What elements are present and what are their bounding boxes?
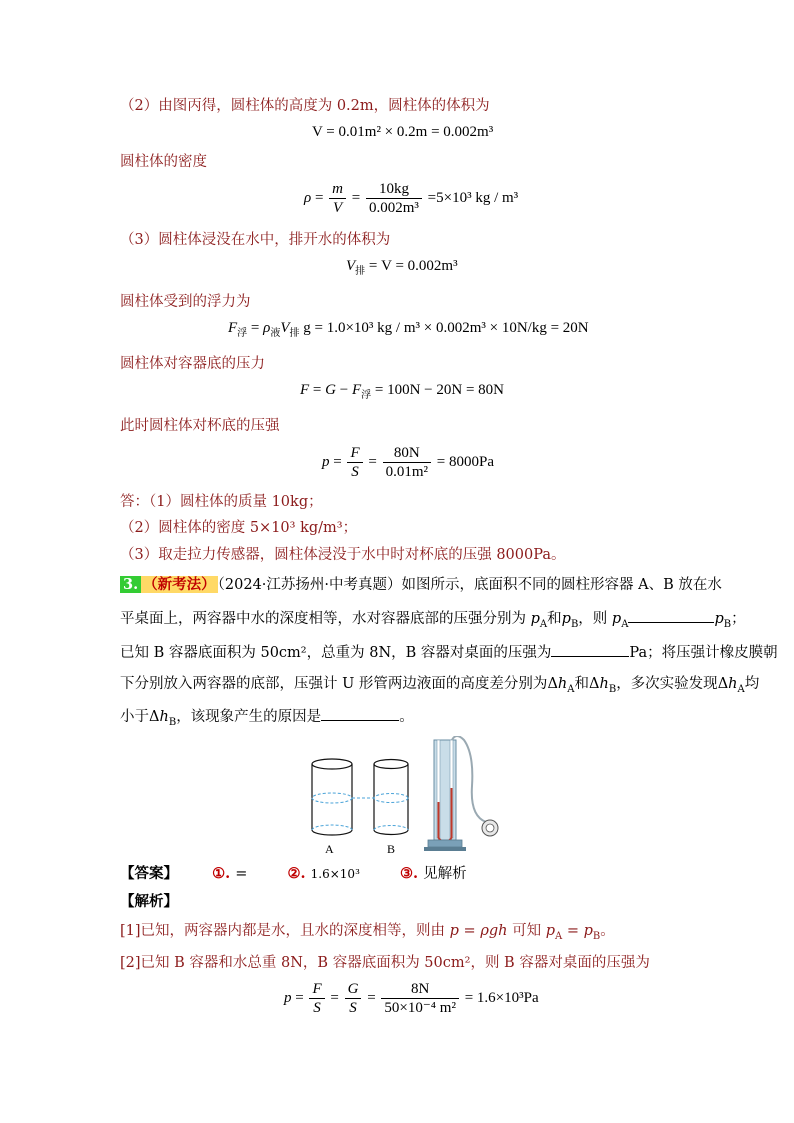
af-den1: S (313, 1000, 321, 1016)
part3-intro: （3）圆柱体浸没在水中，排开水的体积为 (120, 232, 391, 248)
q3-l4-b: 和 (574, 676, 589, 692)
blank-2[interactable] (551, 642, 629, 657)
answer-item-1-val: = (235, 866, 248, 882)
answer-line-3: （3）取走拉力传感器，圆柱体浸没于水中时对杯底的压强 8000Pa。 (120, 547, 566, 563)
container-b (374, 760, 408, 835)
volume-formula: V = 0.01m² × 0.2m = 0.002m³ (312, 124, 494, 140)
container-a (312, 759, 352, 835)
answer-label: 【答案】 (120, 865, 178, 882)
answer-item-3-num: ③. (400, 865, 419, 882)
question3-line3 (120, 642, 778, 663)
analysis-formula: p = $\frac{F}{S}$ = $\frac{G}{S}$ = $\frac{8N}{\text{50×10⁻⁴ m²}}$ = 1.6×10³Pa (284, 981, 539, 1016)
press-rhs: = 100N − 20N = 80N (374, 382, 505, 398)
analysis-1a: [1]已知，两容器内都是水，且水的深度相等，则由 (120, 923, 446, 939)
af-result: = 1.6×10³Pa (464, 989, 539, 1006)
blank-1[interactable] (628, 608, 714, 623)
analysis-label: 【解析】 (120, 893, 178, 910)
buoy-formula: $F_浮 = \rho_液V_排$ g = 1.0×10³ kg / m³ × 0.002m³ × 10N/kg = 20N (228, 320, 589, 339)
question3-line5: 小于$\Delta h_B$，该现象产生的原因是 。 (120, 706, 414, 733)
analysis-line-2: [2]已知 B 容器和水总重 8N，B 容器底面积为 50cm²，则 B 容器对桌面的压强为 (120, 955, 650, 971)
question3-line4: 下分别放入两容器的底部，压强计 U 形管两边液面的高度差分别为$\Delta h_A$和$\Delta h_B$，多次实验发现$\Delta h_A$均 (120, 676, 760, 695)
analysis-line-1: [1]已知，两容器内都是水，且水的深度相等，则由 p = ρgh 可知 $p_A = p_B$。 (120, 923, 615, 942)
answer-item-2-val: 1.6×10³ (310, 867, 360, 881)
density-denominator: 0.002m³ (368, 200, 419, 216)
q3-l3-b: Pa；将压强计橡皮膜朝 (629, 645, 778, 661)
answer-line-2: （2）圆柱体的密度 5×10³ kg/m³； (120, 520, 358, 536)
blank-3[interactable] (321, 706, 399, 721)
press-label: 圆柱体对容器底的压力 (120, 356, 265, 372)
af-den3: 50×10⁻⁴ m² (384, 1000, 456, 1016)
q3-l3-a: 已知 B 容器底面积为 50cm²，总重为 8N，B 容器对桌面的压强为 (120, 645, 552, 661)
q3-l5-b: ，该现象产生的原因是 (176, 709, 322, 725)
q3-l2-b: 和 (547, 611, 562, 627)
pressure-gauge (424, 736, 498, 851)
af-num1: F (312, 981, 322, 997)
question-number: 3. (120, 576, 141, 593)
af-num3: 8N (381, 980, 459, 999)
answer-item-1-num: ①. (212, 865, 231, 882)
density-label: 圆柱体的密度 (120, 154, 207, 170)
q3-l2-a: 平桌面上，两容器中水的深度相等，水对容器底部的压强分别为 (120, 611, 526, 627)
question-tag: （新考法） (143, 576, 216, 593)
figure-label-b: B (387, 842, 396, 856)
buoy-rhs: g = 1.0×10³ kg / m³ × 0.002m³ × 10N/kg = 20N (303, 320, 589, 336)
figure-label-a: A (325, 842, 334, 856)
answer-item-2-num: ②. (287, 865, 306, 882)
pressure-formula: p = $\frac{F}{S}$ = $\frac{80N}{\text{0.01m²}}$ = 8000Pa (322, 445, 494, 480)
q3-l5-c: 。 (399, 709, 414, 725)
answer-item-3-val: 见解析 (423, 866, 467, 882)
question-source: （2024·江苏扬州·中考真题） (217, 577, 402, 593)
answer-line-1: 答：（1）圆柱体的质量 10kg； (120, 494, 323, 510)
density-result: =5×10³ kg / m³ (427, 189, 519, 206)
pressure-denominator: 0.01m² (385, 464, 429, 480)
question3-line2: 平桌面上，两容器中水的深度相等，水对容器底部的压强分别为 $p_A$和$p_B$，则 $p_A$ $p_B$； (120, 608, 746, 635)
pressure-result: = 8000Pa (436, 453, 494, 470)
q3-l4-d: 均 (744, 676, 760, 692)
part2-intro: （2）由图丙得，圆柱体的高度为 0.2m，圆柱体的体积为 (120, 98, 490, 114)
vdisp-rhs: = V = 0.002m³ (368, 258, 458, 274)
analysis-1b: 可知 (512, 923, 542, 939)
buoy-label: 圆柱体受到的浮力为 (120, 294, 251, 310)
density-formula: ρ = $\frac{m}{V}$ = $\frac{10kg}{\text{0.002m³}}$ =5×10³ kg / m³ (304, 181, 519, 216)
pressure-numerator: 80N (383, 444, 431, 463)
q3-l2-c: ，则 (578, 611, 608, 627)
density-numerator: 10kg (366, 180, 422, 199)
q3-l4-c: ，多次实验发现 (616, 676, 718, 692)
af-den2: S (349, 1000, 357, 1016)
question3-line1 (120, 575, 722, 595)
experiment-figure (300, 736, 510, 858)
af-num2: G (347, 981, 359, 997)
vdisp-formula: $V_排 = V = 0.002m^3$ (346, 258, 458, 277)
q3-l4-a: 下分别放入两容器的底部，压强计 U 形管两边液面的高度差分别为 (120, 676, 548, 692)
q3-l5-a: 小于 (120, 709, 149, 725)
press-formula: $F = G - F_浮 = 100N - 20N = 80N$ (300, 382, 505, 401)
question-text-1: 如图所示，底面积不同的圆柱形容器 A、B 放在水 (401, 577, 722, 593)
pressure-label: 此时圆柱体对杯底的压强 (120, 418, 280, 434)
answer-block (120, 864, 467, 884)
